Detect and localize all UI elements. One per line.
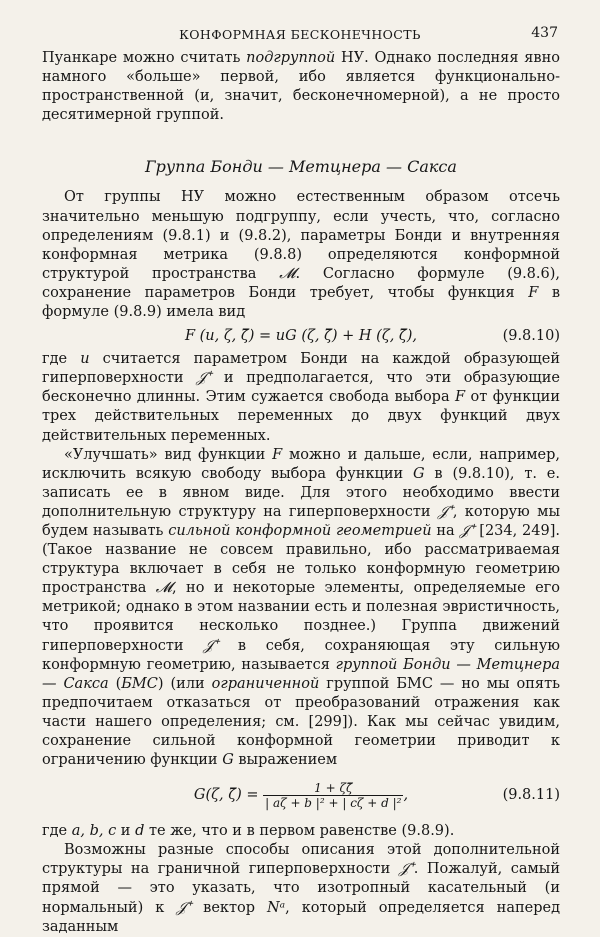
math-symbol: 𝒥⁺ — [176, 899, 192, 916]
math-symbol: 𝒥⁺ — [437, 503, 453, 520]
math-symbol: F — [272, 446, 283, 463]
text: . Пожалуй, самый прямой — это указать, что изотропный касательный (и нормальный) к — [42, 861, 560, 916]
emphasis: сильной конформной геометрией — [168, 522, 432, 539]
text: , но и некоторые элементы, определяемые его метрикой; однако в этом названии есть и полезная эвристичность, что проявится несколько позднее.) Группа движений гиперповерхности — [42, 580, 560, 654]
emphasis: БМС — [121, 675, 158, 692]
fraction-numerator: 1 + ζζ̄ — [263, 781, 403, 796]
text: . Согласно формуле (9.8.6), сохранение параметров Бонди требует, чтобы функция — [42, 265, 561, 301]
equation-body: F (u, ζ, ζ̄) = uG (ζ, ζ̄) + H (ζ, ζ̄), — [184, 328, 418, 345]
math-symbol: 𝒥⁺ — [459, 522, 475, 539]
text: выражением — [233, 752, 338, 769]
page-body — [42, 49, 560, 937]
text: , которую мы будем называть — [42, 503, 560, 539]
math-symbol: 𝒥⁺ — [196, 370, 212, 387]
text: в формуле (9.8.9) имела вид — [42, 284, 560, 321]
emphasis: ограниченной — [211, 675, 320, 692]
paragraph-2 — [42, 188, 560, 322]
text: От группы НУ можно естественным образом отсечь значительно меньшую подгруппу, если учесть, что, согласно определениям (9.8.1) и (9.8.2), параметры Бонди и внутренняя конформная метрика (9.8.8) определяются конформной структурой пространства — [42, 189, 560, 282]
math-symbol: a, b, c — [71, 823, 117, 840]
paragraph-6 — [42, 841, 560, 936]
math-symbol: u — [80, 351, 90, 368]
text: можно и дальше, если, например, исключить всякую свободу выбора функции — [42, 446, 560, 482]
math-symbol: F — [455, 389, 466, 406]
section-title: Группа Бонди — Метцнера — Сакса — [145, 157, 457, 177]
text: те же, что и в первом равенстве (9.8.9). — [144, 823, 455, 840]
text: на — [431, 522, 460, 539]
equation-fraction — [263, 781, 403, 810]
text: [234, 249]. (Такое название не совсем правильно, ибо рассматриваемая структура включает в себя не только конформную геометрию пространства — [42, 522, 560, 597]
text: где — [42, 351, 81, 368]
text: ) (или — [157, 675, 212, 692]
equation-9-8-10 — [42, 324, 560, 348]
text: Пуанкаре можно считать — [42, 50, 247, 66]
text: считается параметром Бонди на каждой образующей гиперповерхности — [42, 351, 561, 387]
equation-9-8-11 — [42, 776, 560, 814]
math-symbol: 𝓜 — [155, 580, 173, 597]
text: Возможны разные способы описания этой дополнительной структуры на граничной гиперповерхности — [42, 842, 560, 878]
equation-tail: , — [403, 787, 409, 804]
equation-lhs: G(ζ, ζ̄) = — [193, 787, 259, 804]
text: где — [42, 823, 72, 840]
text: в себя, сохраняющая эту сильную конформную геометрию, называется — [42, 637, 560, 673]
text: в (9.8.10), т. е. записать ее в явном виде. Для этого необходимо ввести дополнительную структуру на гиперповерхности — [42, 465, 560, 520]
paragraph-4 — [42, 446, 560, 771]
math-symbol: Nᵃ — [266, 899, 286, 916]
text: НУ. Однако последняя явно намного «больше» первой, ибо является функционально-пространственной (и, значит, бесконечномерной), а не просто десятимерной группой. — [42, 50, 560, 124]
math-symbol: d — [135, 823, 145, 840]
text: и предполагается, что эти образующие бесконечно длинны. Этим сужается свобода выбора — [42, 370, 560, 406]
text: от функции трех действительных переменных до двух функций двух действительных переменных. — [42, 389, 560, 444]
math-symbol: G — [413, 465, 425, 482]
fraction-denominator: | aζ + b |² + | cζ + d |² — [265, 795, 402, 810]
page-number: 437 — [531, 25, 558, 41]
paragraph-1 — [42, 49, 560, 125]
running-head: КОНФОРМНАЯ БЕСКОНЕЧНОСТЬ — [179, 27, 421, 42]
emphasis: группой Бонди — Метцнера — Сакса — [42, 656, 560, 692]
text: ( — [108, 675, 122, 692]
math-symbol: 𝒥⁺ — [203, 637, 219, 654]
math-symbol: G — [222, 752, 234, 769]
text: , который определяется наперед заданным — [42, 899, 561, 935]
math-symbol: 𝒥⁺ — [398, 861, 414, 878]
emphasis: подгруппой — [246, 50, 336, 66]
paragraph-5 — [42, 822, 560, 841]
text: «Улучшать» вид функции — [64, 446, 273, 463]
text: и — [116, 823, 136, 840]
page-header — [42, 25, 558, 45]
math-symbol: 𝓜 — [279, 265, 296, 282]
paragraph-3 — [42, 350, 560, 445]
equation-number: (9.8.11) — [502, 787, 560, 804]
equation-number: (9.8.10) — [502, 328, 560, 345]
text: вектор — [191, 899, 267, 916]
text: группой БМС — но мы опять предпочитаем отказаться от преобразований отражения как части нашего определения; см. [299]). Как мы сейчас увидим, сохранение сильной конформной геометрии приводит к ограничению функции — [42, 675, 560, 769]
math-symbol: F — [528, 284, 539, 301]
